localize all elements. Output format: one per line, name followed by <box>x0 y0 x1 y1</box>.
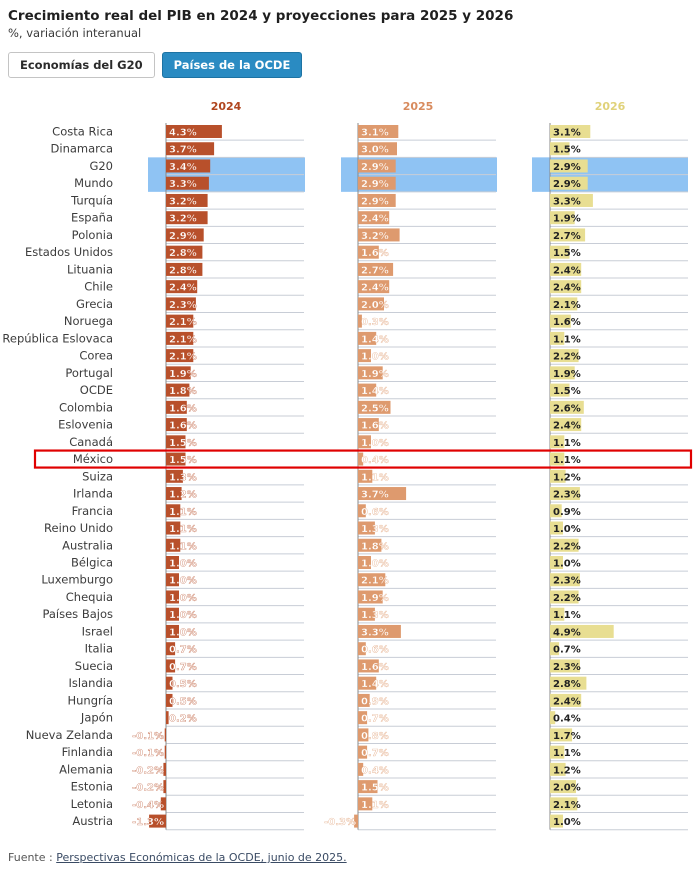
value-label-2024: 1.0% <box>169 575 197 587</box>
value-label-2026: 2.9% <box>553 161 581 173</box>
value-label-2025: 2.9% <box>361 161 389 173</box>
category-label: México <box>72 452 113 467</box>
bar-2024 <box>165 746 166 759</box>
value-label-2026: 2.1% <box>553 299 581 311</box>
value-label-2024: 0.7% <box>169 661 197 673</box>
value-label-2025: 3.0% <box>361 144 389 156</box>
value-label-2025: 0.9% <box>361 696 389 708</box>
value-label-2025: 1.6% <box>361 248 389 260</box>
category-label: G20 <box>89 158 113 173</box>
value-label-2025: 1.9% <box>361 592 389 604</box>
value-label-2025: 0.4% <box>361 455 389 467</box>
category-label: Estados Unidos <box>24 245 113 260</box>
category-label: Irlanda <box>73 486 113 501</box>
value-label-2026: 2.4% <box>553 265 581 277</box>
value-label-2026: 0.7% <box>553 644 581 656</box>
value-label-2024: -0.1% <box>132 748 164 760</box>
value-label-2024: 2.4% <box>169 282 197 294</box>
value-label-2025: 1.6% <box>361 661 389 673</box>
value-label-2025: 1.3% <box>361 524 389 536</box>
value-label-2026: 1.1% <box>553 610 581 622</box>
category-label: Chile <box>84 279 113 294</box>
value-label-2024: 3.3% <box>169 179 197 191</box>
value-label-2025: 1.8% <box>361 541 389 553</box>
value-label-2024: -0.1% <box>132 730 164 742</box>
value-label-2024: -0.2% <box>132 782 164 794</box>
value-label-2026: 3.1% <box>553 127 581 139</box>
category-label: Finlandia <box>61 745 113 760</box>
value-label-2025: 3.7% <box>361 489 389 501</box>
value-label-2025: 0.3% <box>361 317 389 329</box>
value-label-2025: 2.9% <box>361 196 389 208</box>
value-label-2024: 0.2% <box>169 713 197 725</box>
category-label: Corea <box>79 348 113 363</box>
value-label-2026: 2.3% <box>553 575 581 587</box>
value-label-2025: 1.4% <box>361 679 389 691</box>
category-label: Grecia <box>75 296 113 311</box>
bar-2024 <box>165 728 166 741</box>
value-label-2025: 0.8% <box>361 730 389 742</box>
category-label: Polonia <box>71 227 113 242</box>
value-label-2026: 1.0% <box>553 524 581 536</box>
value-label-2024: 0.5% <box>169 679 197 691</box>
value-label-2026: 1.5% <box>553 248 581 260</box>
value-label-2025: 1.9% <box>361 368 389 380</box>
value-label-2025: 1.5% <box>361 782 389 794</box>
category-label: Mundo <box>74 176 113 191</box>
value-label-2026: 2.0% <box>553 782 581 794</box>
value-label-2024: 1.0% <box>169 558 197 570</box>
value-label-2025: 2.9% <box>361 179 389 191</box>
value-label-2026: 2.2% <box>553 541 581 553</box>
value-label-2024: 1.5% <box>169 455 197 467</box>
value-label-2026: 2.2% <box>553 351 581 363</box>
category-label: Países Bajos <box>42 607 113 622</box>
value-label-2026: 2.4% <box>553 420 581 432</box>
category-label: Bélgica <box>70 555 113 570</box>
value-label-2025: 2.4% <box>361 282 389 294</box>
value-label-2026: 1.1% <box>553 748 581 760</box>
category-label: Dinamarca <box>50 141 113 156</box>
category-label: España <box>71 210 113 225</box>
value-label-2025: 2.5% <box>361 403 389 415</box>
value-label-2024: 1.2% <box>169 489 197 501</box>
category-label: Japón <box>80 710 113 725</box>
value-label-2026: 2.3% <box>553 661 581 673</box>
source-link[interactable]: Perspectivas Económicas de la OCDE, junio de 2025. <box>56 851 347 864</box>
category-label: OCDE <box>79 383 113 398</box>
value-label-2024: 1.6% <box>169 403 197 415</box>
source-prefix: Fuente : <box>8 851 57 864</box>
value-label-2025: 0.7% <box>361 713 389 725</box>
value-label-2025: 1.0% <box>361 437 389 449</box>
series-header-2025: 2025 <box>402 100 434 113</box>
value-label-2026: 4.9% <box>553 627 581 639</box>
value-label-2024: -0.4% <box>132 799 164 811</box>
value-label-2026: 1.5% <box>553 386 581 398</box>
source-note <box>8 851 347 864</box>
value-label-2026: 1.0% <box>553 817 581 829</box>
value-label-2025: 1.0% <box>361 558 389 570</box>
category-label: República Eslovaca <box>2 331 113 346</box>
value-label-2026: 1.1% <box>553 334 581 346</box>
chart-title: Crecimiento real del PIB en 2024 y proyecciones para 2025 y 2026 <box>8 8 514 24</box>
value-label-2024: 2.3% <box>169 299 197 311</box>
value-label-2025: 2.1% <box>361 575 389 587</box>
value-label-2024: 1.8% <box>169 386 197 398</box>
value-label-2026: 1.1% <box>553 455 581 467</box>
value-label-2025: 0.4% <box>361 765 389 777</box>
category-label: Colombia <box>58 400 113 415</box>
value-label-2024: 1.6% <box>169 420 197 432</box>
value-label-2026: 2.8% <box>553 679 581 691</box>
value-label-2026: 2.4% <box>553 696 581 708</box>
value-label-2026: 2.7% <box>553 230 581 242</box>
value-label-2024: 2.9% <box>169 230 197 242</box>
series-header-2024: 2024 <box>210 100 242 113</box>
tab-g20-economies[interactable]: Economías del G20 <box>8 52 155 78</box>
category-label: Eslovenia <box>58 417 113 432</box>
value-label-2026: 1.7% <box>553 730 581 742</box>
value-label-2026: 1.9% <box>553 368 581 380</box>
value-label-2025: 3.2% <box>361 230 389 242</box>
category-label: Letonia <box>70 796 113 811</box>
category-label: Italia <box>84 641 113 656</box>
value-label-2026: 1.0% <box>553 558 581 570</box>
chart-subtitle: %, variación interanual <box>8 26 142 40</box>
category-label: Nueva Zelanda <box>25 727 113 742</box>
value-label-2026: 1.5% <box>553 144 581 156</box>
value-label-2025: 3.3% <box>361 627 389 639</box>
category-label: Islandia <box>68 676 113 691</box>
value-label-2026: 2.4% <box>553 282 581 294</box>
value-label-2025: 2.0% <box>361 299 389 311</box>
value-label-2024: 1.1% <box>169 541 197 553</box>
value-label-2026: 0.4% <box>553 713 581 725</box>
category-label: Canadá <box>69 434 113 449</box>
category-label: Suecia <box>74 658 113 673</box>
value-label-2025: 1.1% <box>361 799 389 811</box>
value-label-2025: -0.3% <box>324 817 356 829</box>
category-label: Portugal <box>65 365 113 380</box>
value-label-2026: 1.6% <box>553 317 581 329</box>
value-label-2025: 1.6% <box>361 420 389 432</box>
value-label-2024: 2.1% <box>169 351 197 363</box>
value-label-2026: 2.6% <box>553 403 581 415</box>
category-label: Alemania <box>59 762 113 777</box>
value-label-2024: -0.2% <box>132 765 164 777</box>
category-label: Turquía <box>71 193 113 208</box>
value-label-2025: 2.7% <box>361 265 389 277</box>
category-label: Israel <box>81 624 113 639</box>
value-label-2024: 1.0% <box>169 627 197 639</box>
value-label-2024: 2.8% <box>169 265 197 277</box>
category-label: Hungría <box>67 693 113 708</box>
value-label-2026: 2.9% <box>553 179 581 191</box>
value-label-2025: 1.3% <box>361 610 389 622</box>
value-label-2024: 0.5% <box>169 696 197 708</box>
value-label-2024: 3.7% <box>169 144 197 156</box>
value-label-2025: 0.7% <box>361 748 389 760</box>
category-label: Noruega <box>63 314 113 329</box>
value-label-2025: 2.4% <box>361 213 389 225</box>
value-label-2026: 2.1% <box>553 799 581 811</box>
value-label-2025: 0.6% <box>361 644 389 656</box>
value-label-2024: 2.1% <box>169 334 197 346</box>
category-label: Reino Unido <box>44 521 113 536</box>
value-label-2024: 3.2% <box>169 213 197 225</box>
value-label-2026: 2.3% <box>553 489 581 501</box>
category-label: Australia <box>62 538 113 553</box>
category-label: Suiza <box>82 469 113 484</box>
value-label-2024: 3.4% <box>169 161 197 173</box>
value-label-2026: 1.9% <box>553 213 581 225</box>
category-label: Chequia <box>65 589 113 604</box>
value-label-2024: 1.9% <box>169 368 197 380</box>
value-label-2025: 1.4% <box>361 334 389 346</box>
value-label-2024: 1.1% <box>169 524 197 536</box>
value-label-2025: 0.6% <box>361 506 389 518</box>
value-label-2025: 1.1% <box>361 472 389 484</box>
value-label-2024: 1.0% <box>169 610 197 622</box>
category-label: Francia <box>71 503 113 518</box>
value-label-2024: 2.8% <box>169 248 197 260</box>
value-label-2025: 3.1% <box>361 127 389 139</box>
value-label-2024: 1.1% <box>169 506 197 518</box>
value-label-2025: 1.4% <box>361 386 389 398</box>
category-label: Costa Rica <box>52 124 113 139</box>
category-label: Austria <box>72 814 113 829</box>
category-label: Lituania <box>67 262 113 277</box>
value-label-2024: 4.3% <box>169 127 197 139</box>
tab-oecd-countries[interactable]: Países de la OCDE <box>162 52 303 78</box>
value-label-2024: 0.7% <box>169 644 197 656</box>
value-label-2026: 1.2% <box>553 472 581 484</box>
value-label-2024: 1.3% <box>169 472 197 484</box>
value-label-2026: 3.3% <box>553 196 581 208</box>
series-header-2026: 2026 <box>594 100 626 113</box>
category-label: Estonia <box>70 779 113 794</box>
value-label-2026: 0.9% <box>553 506 581 518</box>
value-label-2026: 2.2% <box>553 592 581 604</box>
category-label: Luxemburgo <box>41 572 113 587</box>
value-label-2025: 1.0% <box>361 351 389 363</box>
value-label-2024: 3.2% <box>169 196 197 208</box>
value-label-2024: 2.1% <box>169 317 197 329</box>
value-label-2024: 1.5% <box>169 437 197 449</box>
value-label-2026: 1.2% <box>553 765 581 777</box>
value-label-2024: -1.3% <box>132 817 164 829</box>
value-label-2026: 1.1% <box>553 437 581 449</box>
value-label-2024: 1.0% <box>169 592 197 604</box>
